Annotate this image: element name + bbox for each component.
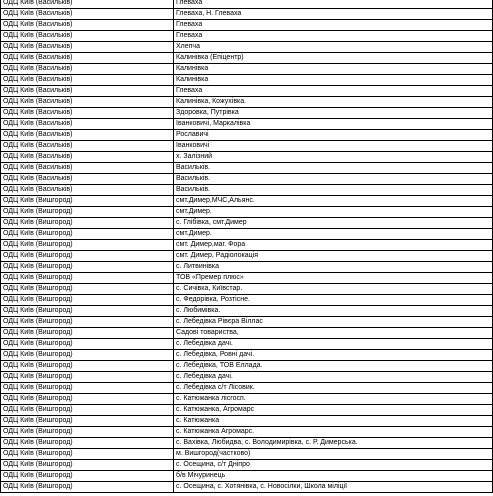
table-row <box>1 339 493 350</box>
locality-cell[interactable]: с. Лебедівка дачі. <box>174 339 493 350</box>
dispatch-center-cell[interactable]: ОДЦ Київ (Вишгород) <box>1 449 174 460</box>
locality-cell[interactable]: Васильків. <box>174 185 493 196</box>
locality-cell[interactable]: с. Лебедівка с/т Лісовик. <box>174 383 493 394</box>
dispatch-center-cell[interactable]: ОДЦ Київ (Вишгород) <box>1 295 174 306</box>
dispatch-center-cell[interactable]: ОДЦ Київ (Вишгород) <box>1 207 174 218</box>
dispatch-center-cell[interactable]: ОДЦ Київ (Васильків) <box>1 119 174 130</box>
dispatch-center-cell[interactable]: ОДЦ Київ (Васильків) <box>1 163 174 174</box>
table-row <box>1 240 493 251</box>
locality-cell[interactable]: Глеваха <box>174 20 493 31</box>
table-row <box>1 328 493 339</box>
table-row <box>1 273 493 284</box>
locality-cell[interactable]: с. Лебедівка, Ровні дачі. <box>174 350 493 361</box>
locality-cell[interactable]: Калинівка <box>174 64 493 75</box>
locality-cell[interactable]: Глеваха <box>174 0 493 9</box>
dispatch-center-cell[interactable]: ОДЦ Київ (Вишгород) <box>1 218 174 229</box>
dispatch-center-cell[interactable]: ОДЦ Київ (Васильків) <box>1 108 174 119</box>
table-body <box>1 0 493 493</box>
table-row <box>1 449 493 460</box>
locality-cell[interactable]: с. Литвинівка <box>174 262 493 273</box>
table-row <box>1 64 493 75</box>
table-row <box>1 317 493 328</box>
locality-cell[interactable]: Глеваха, Н. Глеваха <box>174 9 493 20</box>
dispatch-center-cell[interactable]: ОДЦ Київ (Васильків) <box>1 152 174 163</box>
dispatch-center-cell[interactable]: ОДЦ Київ (Васильків) <box>1 174 174 185</box>
locality-cell[interactable]: смт. Димер,маг. Фора <box>174 240 493 251</box>
locality-cell[interactable]: с. Катюжанка, Агромарс <box>174 405 493 416</box>
locality-cell[interactable]: с. Осещина, с/т Дніпро <box>174 460 493 471</box>
dispatch-center-cell[interactable]: ОДЦ Київ (Васильків) <box>1 53 174 64</box>
dispatch-center-cell[interactable]: ОДЦ Київ (Вишгород) <box>1 306 174 317</box>
locality-cell[interactable]: Садові товариства, <box>174 328 493 339</box>
dispatch-center-cell[interactable]: ОДЦ Київ (Вишгород) <box>1 361 174 372</box>
locality-cell[interactable]: с. Лебедівка Рівєра Віллас <box>174 317 493 328</box>
dispatch-center-cell[interactable]: ОДЦ Київ (Васильків) <box>1 97 174 108</box>
locality-cell[interactable]: Іванковичі <box>174 141 493 152</box>
table-row <box>1 86 493 97</box>
dispatch-center-cell[interactable]: ОДЦ Київ (Вишгород) <box>1 328 174 339</box>
dispatch-center-cell[interactable]: ОДЦ Київ (Вишгород) <box>1 471 174 482</box>
table-row <box>1 427 493 438</box>
locality-cell[interactable]: смт.Димер. <box>174 207 493 218</box>
table-row <box>1 262 493 273</box>
table-row <box>1 251 493 262</box>
locality-cell[interactable]: с. Катюжанка лісгосп. <box>174 394 493 405</box>
dispatch-center-cell[interactable]: ОДЦ Київ (Васильків) <box>1 0 174 9</box>
dispatch-center-cell[interactable]: ОДЦ Київ (Вишгород) <box>1 317 174 328</box>
locality-cell[interactable]: б/в Мічуринець <box>174 471 493 482</box>
dispatch-center-cell[interactable]: ОДЦ Київ (Вишгород) <box>1 460 174 471</box>
locality-cell[interactable]: Глеваха <box>174 86 493 97</box>
table-row <box>1 141 493 152</box>
table-row <box>1 207 493 218</box>
table-row <box>1 119 493 130</box>
locality-cell[interactable]: х. Залізний <box>174 152 493 163</box>
locality-cell[interactable]: с. Сичівка, Київстар. <box>174 284 493 295</box>
locality-cell[interactable]: с. Вахівка, Любидва, с. Володимирівка, с. Р. Димерська. <box>174 438 493 449</box>
table-row <box>1 9 493 20</box>
locality-cell[interactable]: смт. Димер, Радіолокація <box>174 251 493 262</box>
table-row <box>1 350 493 361</box>
locality-cell[interactable]: Васильків. <box>174 174 493 185</box>
table-row <box>1 163 493 174</box>
dispatch-center-cell[interactable]: ОДЦ Київ (Васильків) <box>1 130 174 141</box>
locality-cell[interactable]: Хлепча <box>174 42 493 53</box>
table-row <box>1 372 493 383</box>
locality-cell[interactable]: с. Осещина, с. Хотянівка, с. Новосілки, Школа міліції <box>174 482 493 493</box>
table-row <box>1 20 493 31</box>
table-row <box>1 438 493 449</box>
dispatch-center-cell[interactable]: ОДЦ Київ (Васильків) <box>1 75 174 86</box>
dispatch-center-cell[interactable]: ОДЦ Київ (Васильків) <box>1 9 174 20</box>
locality-cell[interactable]: смт.Димер,МЧС,Альянс. <box>174 196 493 207</box>
locality-cell[interactable]: м. Вишгород(частково) <box>174 449 493 460</box>
table-row <box>1 152 493 163</box>
table-row <box>1 0 493 9</box>
locality-cell[interactable]: с. Любимівка. <box>174 306 493 317</box>
locality-cell[interactable]: смт.Димер. <box>174 229 493 240</box>
dispatch-center-cell[interactable]: ОДЦ Київ (Васильків) <box>1 20 174 31</box>
table-row <box>1 471 493 482</box>
table-row <box>1 185 493 196</box>
dispatch-center-cell[interactable]: ОДЦ Київ (Вишгород) <box>1 394 174 405</box>
table-row <box>1 284 493 295</box>
locality-cell[interactable]: Іванковичі, Маркалівка <box>174 119 493 130</box>
locality-cell[interactable]: ТОВ «Премер плюс» <box>174 273 493 284</box>
dispatch-center-cell[interactable]: ОДЦ Київ (Вишгород) <box>1 482 174 493</box>
dispatch-center-cell[interactable]: ОДЦ Київ (Васильків) <box>1 31 174 42</box>
locality-cell[interactable]: Васильків. <box>174 163 493 174</box>
locality-cell[interactable]: с. Федорівка, Розтісне. <box>174 295 493 306</box>
table-row <box>1 383 493 394</box>
locality-cell[interactable]: с. Катюжанка Агромарс. <box>174 427 493 438</box>
table-row <box>1 53 493 64</box>
dispatch-center-cell[interactable]: ОДЦ Київ (Васильків) <box>1 86 174 97</box>
table-row <box>1 405 493 416</box>
dispatch-center-cell[interactable]: ОДЦ Київ (Васильків) <box>1 42 174 53</box>
locality-cell[interactable]: с. Катюжанка <box>174 416 493 427</box>
dispatch-center-cell[interactable]: ОДЦ Київ (Вишгород) <box>1 383 174 394</box>
dispatch-center-cell[interactable]: ОДЦ Київ (Вишгород) <box>1 196 174 207</box>
locality-cell[interactable]: с. Лебедівка, ТОВ Еллада. <box>174 361 493 372</box>
dispatch-center-cell[interactable]: ОДЦ Київ (Вишгород) <box>1 416 174 427</box>
table-row <box>1 42 493 53</box>
locality-cell[interactable]: Здоровка, Путрівка <box>174 108 493 119</box>
table-row <box>1 460 493 471</box>
locality-cell[interactable]: с. Лебедівка дачі. <box>174 372 493 383</box>
dispatch-center-cell[interactable]: ОДЦ Київ (Вишгород) <box>1 229 174 240</box>
table-row <box>1 196 493 207</box>
table-row <box>1 174 493 185</box>
dispatch-center-cell[interactable]: ОДЦ Київ (Вишгород) <box>1 251 174 262</box>
table-row <box>1 416 493 427</box>
table-row <box>1 108 493 119</box>
locality-cell[interactable]: с. Глібівка, смт.Димер <box>174 218 493 229</box>
dispatch-center-cell[interactable]: ОДЦ Київ (Вишгород) <box>1 273 174 284</box>
table-row <box>1 31 493 42</box>
dispatch-center-cell[interactable]: ОДЦ Київ (Вишгород) <box>1 427 174 438</box>
dispatch-center-cell[interactable]: ОДЦ Київ (Вишгород) <box>1 438 174 449</box>
dispatch-center-cell[interactable]: ОДЦ Київ (Васильків) <box>1 64 174 75</box>
table-row <box>1 97 493 108</box>
locality-cell[interactable]: Калинівка, Кожухівка. <box>174 97 493 108</box>
table-row <box>1 482 493 493</box>
table-row <box>1 229 493 240</box>
table-row <box>1 218 493 229</box>
dispatch-center-cell[interactable]: ОДЦ Київ (Вишгород) <box>1 372 174 383</box>
locality-cell[interactable]: Калинівка (Епіцентр) <box>174 53 493 64</box>
table-row <box>1 75 493 86</box>
dispatch-center-cell[interactable]: ОДЦ Київ (Вишгород) <box>1 350 174 361</box>
table-row <box>1 295 493 306</box>
locality-cell[interactable]: Рославичі <box>174 130 493 141</box>
table-row <box>1 394 493 405</box>
locality-cell[interactable]: Калинівка <box>174 75 493 86</box>
dispatch-center-cell[interactable]: ОДЦ Київ (Васильків) <box>1 185 174 196</box>
dispatch-center-cell[interactable]: ОДЦ Київ (Вишгород) <box>1 284 174 295</box>
dispatch-center-cell[interactable]: ОДЦ Київ (Вишгород) <box>1 405 174 416</box>
table-row <box>1 306 493 317</box>
dispatch-center-cell[interactable]: ОДЦ Київ (Вишгород) <box>1 262 174 273</box>
dispatch-center-cell[interactable]: ОДЦ Київ (Вишгород) <box>1 240 174 251</box>
dispatch-center-cell[interactable]: ОДЦ Київ (Вишгород) <box>1 339 174 350</box>
table-row <box>1 130 493 141</box>
dispatch-center-cell[interactable]: ОДЦ Київ (Васильків) <box>1 141 174 152</box>
table-row <box>1 361 493 372</box>
locality-cell[interactable]: Глеваха <box>174 31 493 42</box>
